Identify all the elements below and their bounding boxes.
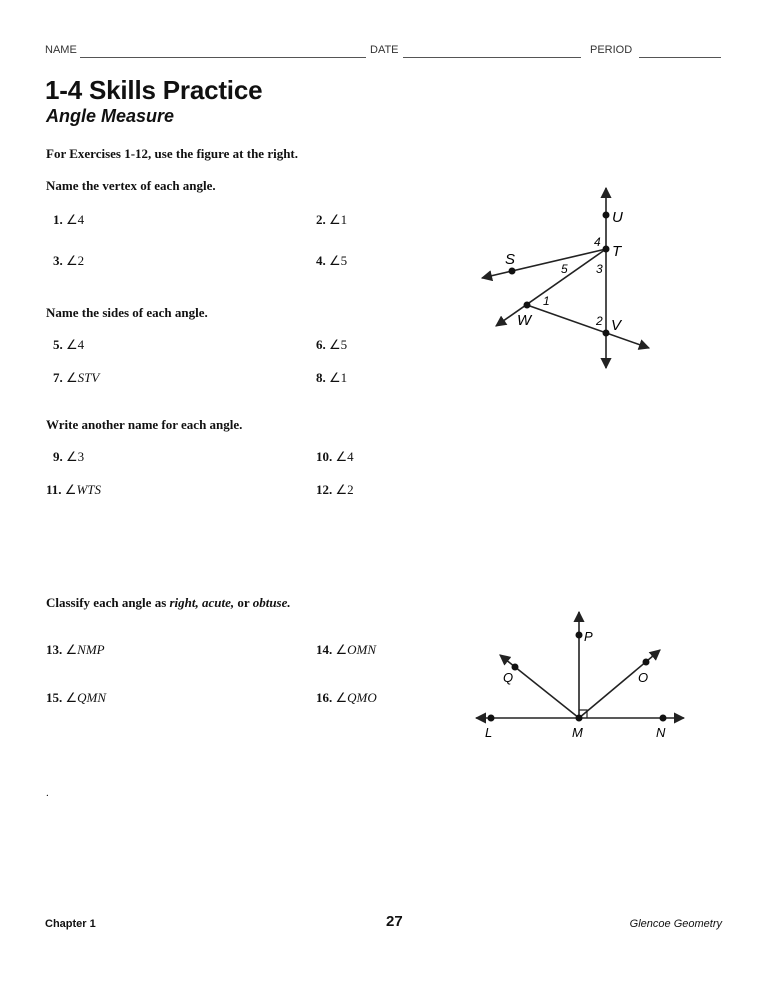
exercise-number: 2. bbox=[316, 212, 326, 227]
exercise-number: 6. bbox=[316, 337, 326, 352]
label-Q: Q bbox=[503, 670, 514, 685]
angle-label-3: 3 bbox=[596, 262, 603, 276]
exercise-number: 7. bbox=[53, 370, 63, 385]
period-label: PERIOD bbox=[590, 44, 633, 56]
figure-angle-diagram-1 bbox=[470, 180, 670, 380]
exercise-angle: 5 bbox=[340, 337, 348, 352]
exercise-3 bbox=[53, 253, 84, 269]
exercise-number: 10. bbox=[316, 449, 333, 464]
exercise-number: 9. bbox=[53, 449, 63, 464]
exercise-4 bbox=[316, 253, 347, 269]
exercise-angle: 2 bbox=[77, 253, 85, 268]
angle-label-2: 2 bbox=[596, 314, 603, 328]
label-L: L bbox=[485, 725, 493, 740]
exercise-9 bbox=[53, 449, 84, 465]
exercise-8 bbox=[316, 370, 347, 386]
exercise-10 bbox=[316, 449, 354, 465]
label-T: T bbox=[612, 243, 622, 260]
footer-page-number: 27 bbox=[386, 913, 403, 930]
figure-angle-diagram-2 bbox=[470, 605, 690, 745]
point-L bbox=[488, 715, 495, 722]
exercise-16 bbox=[316, 690, 377, 706]
exercise-5 bbox=[53, 337, 84, 353]
exercise-7 bbox=[53, 370, 99, 386]
classify-acute: acute, bbox=[202, 595, 235, 610]
date-blank[interactable] bbox=[403, 57, 581, 58]
angle-symbol: ∠ bbox=[66, 253, 78, 268]
angle-symbol: ∠ bbox=[335, 642, 348, 657]
label-O: O bbox=[638, 670, 649, 685]
footer-book: Glencoe Geometry bbox=[629, 918, 722, 930]
section-vertex-heading: Name the vertex of each angle. bbox=[46, 178, 216, 193]
point-U bbox=[603, 212, 610, 219]
exercise-1 bbox=[53, 212, 84, 228]
exercise-number: 13. bbox=[46, 642, 63, 657]
exercise-angle: WTS bbox=[76, 482, 102, 497]
label-U: U bbox=[612, 209, 623, 226]
angle-symbol: ∠ bbox=[335, 482, 348, 497]
angle-symbol: ∠ bbox=[66, 212, 78, 227]
exercise-angle: 1 bbox=[340, 212, 348, 227]
period-blank[interactable] bbox=[639, 57, 721, 58]
point-T bbox=[603, 246, 610, 253]
footer-chapter: Chapter 1 bbox=[45, 918, 96, 930]
angle-symbol: ∠ bbox=[329, 370, 341, 385]
page-subtitle: Angle Measure bbox=[46, 106, 175, 126]
label-S: S bbox=[505, 251, 516, 268]
exercise-14 bbox=[316, 642, 376, 658]
point-P bbox=[576, 632, 583, 639]
angle-symbol: ∠ bbox=[66, 449, 78, 464]
label-W: W bbox=[517, 312, 532, 329]
exercise-13 bbox=[46, 642, 105, 658]
exercise-15 bbox=[46, 690, 106, 706]
exercise-number: 16. bbox=[316, 690, 333, 705]
section-another-name-heading: Write another name for each angle. bbox=[46, 417, 243, 432]
angle-symbol: ∠ bbox=[329, 253, 341, 268]
exercise-number: 15. bbox=[46, 690, 63, 705]
angle-symbol: ∠ bbox=[329, 212, 341, 227]
exercise-6 bbox=[316, 337, 347, 353]
date-label: DATE bbox=[370, 44, 399, 56]
angle-symbol: ∠ bbox=[66, 370, 78, 385]
classify-right: right, bbox=[169, 595, 199, 610]
ray-MQ bbox=[500, 655, 579, 718]
angle-symbol: ∠ bbox=[335, 449, 348, 464]
exercise-angle: 1 bbox=[340, 370, 348, 385]
angle-label-5: 5 bbox=[561, 262, 568, 276]
exercise-angle: 4 bbox=[77, 212, 85, 227]
ray-TS bbox=[482, 249, 606, 278]
exercise-angle: 3 bbox=[77, 449, 85, 464]
label-M: M bbox=[572, 725, 583, 740]
exercise-angle: 4 bbox=[347, 449, 354, 464]
point-S bbox=[509, 268, 516, 275]
name-blank[interactable] bbox=[80, 57, 366, 58]
angle-symbol: ∠ bbox=[66, 337, 78, 352]
point-W bbox=[524, 302, 531, 309]
exercise-number: 14. bbox=[316, 642, 333, 657]
exercise-number: 3. bbox=[53, 253, 63, 268]
page-title: 1-4 Skills Practice bbox=[45, 75, 263, 105]
angle-label-4: 4 bbox=[594, 235, 601, 249]
exercise-angle: STV bbox=[77, 370, 100, 385]
point-M bbox=[576, 715, 583, 722]
exercise-number: 1. bbox=[53, 212, 63, 227]
exercise-number: 4. bbox=[316, 253, 326, 268]
exercise-12 bbox=[316, 482, 354, 498]
exercise-angle: OMN bbox=[347, 642, 377, 657]
label-V: V bbox=[611, 317, 622, 334]
classify-or: or bbox=[234, 595, 253, 610]
exercise-number: 12. bbox=[316, 482, 333, 497]
angle-symbol: ∠ bbox=[335, 690, 348, 705]
exercise-number: 5. bbox=[53, 337, 63, 352]
exercise-number: 8. bbox=[316, 370, 326, 385]
classify-prefix: Classify each angle as bbox=[46, 595, 170, 610]
point-V bbox=[603, 330, 610, 337]
point-N bbox=[660, 715, 667, 722]
section-classify-heading bbox=[46, 595, 291, 611]
angle-symbol: ∠ bbox=[64, 482, 77, 497]
section-sides-heading: Name the sides of each angle. bbox=[46, 305, 208, 320]
exercise-angle: NMP bbox=[77, 642, 105, 657]
angle-label-1: 1 bbox=[543, 294, 550, 308]
label-P: P bbox=[584, 629, 593, 644]
exercise-angle: QMO bbox=[347, 690, 377, 705]
exercise-angle: 4 bbox=[77, 337, 85, 352]
point-O bbox=[643, 659, 650, 666]
intro-instruction: For Exercises 1-12, use the figure at the right. bbox=[46, 146, 299, 161]
ray-WV bbox=[527, 305, 649, 348]
exercise-angle: 5 bbox=[340, 253, 348, 268]
exercise-2 bbox=[316, 212, 347, 228]
classify-obtuse: obtuse. bbox=[252, 595, 291, 610]
exercise-11 bbox=[46, 482, 101, 498]
name-label: NAME bbox=[45, 44, 77, 56]
exercise-number: 11. bbox=[46, 482, 62, 497]
label-N: N bbox=[656, 725, 666, 740]
angle-symbol: ∠ bbox=[65, 690, 78, 705]
angle-symbol: ∠ bbox=[329, 337, 341, 352]
exercise-angle: 2 bbox=[347, 482, 354, 497]
angle-symbol: ∠ bbox=[65, 642, 78, 657]
stray-mark: . bbox=[46, 787, 49, 799]
exercise-angle: QMN bbox=[77, 690, 107, 705]
